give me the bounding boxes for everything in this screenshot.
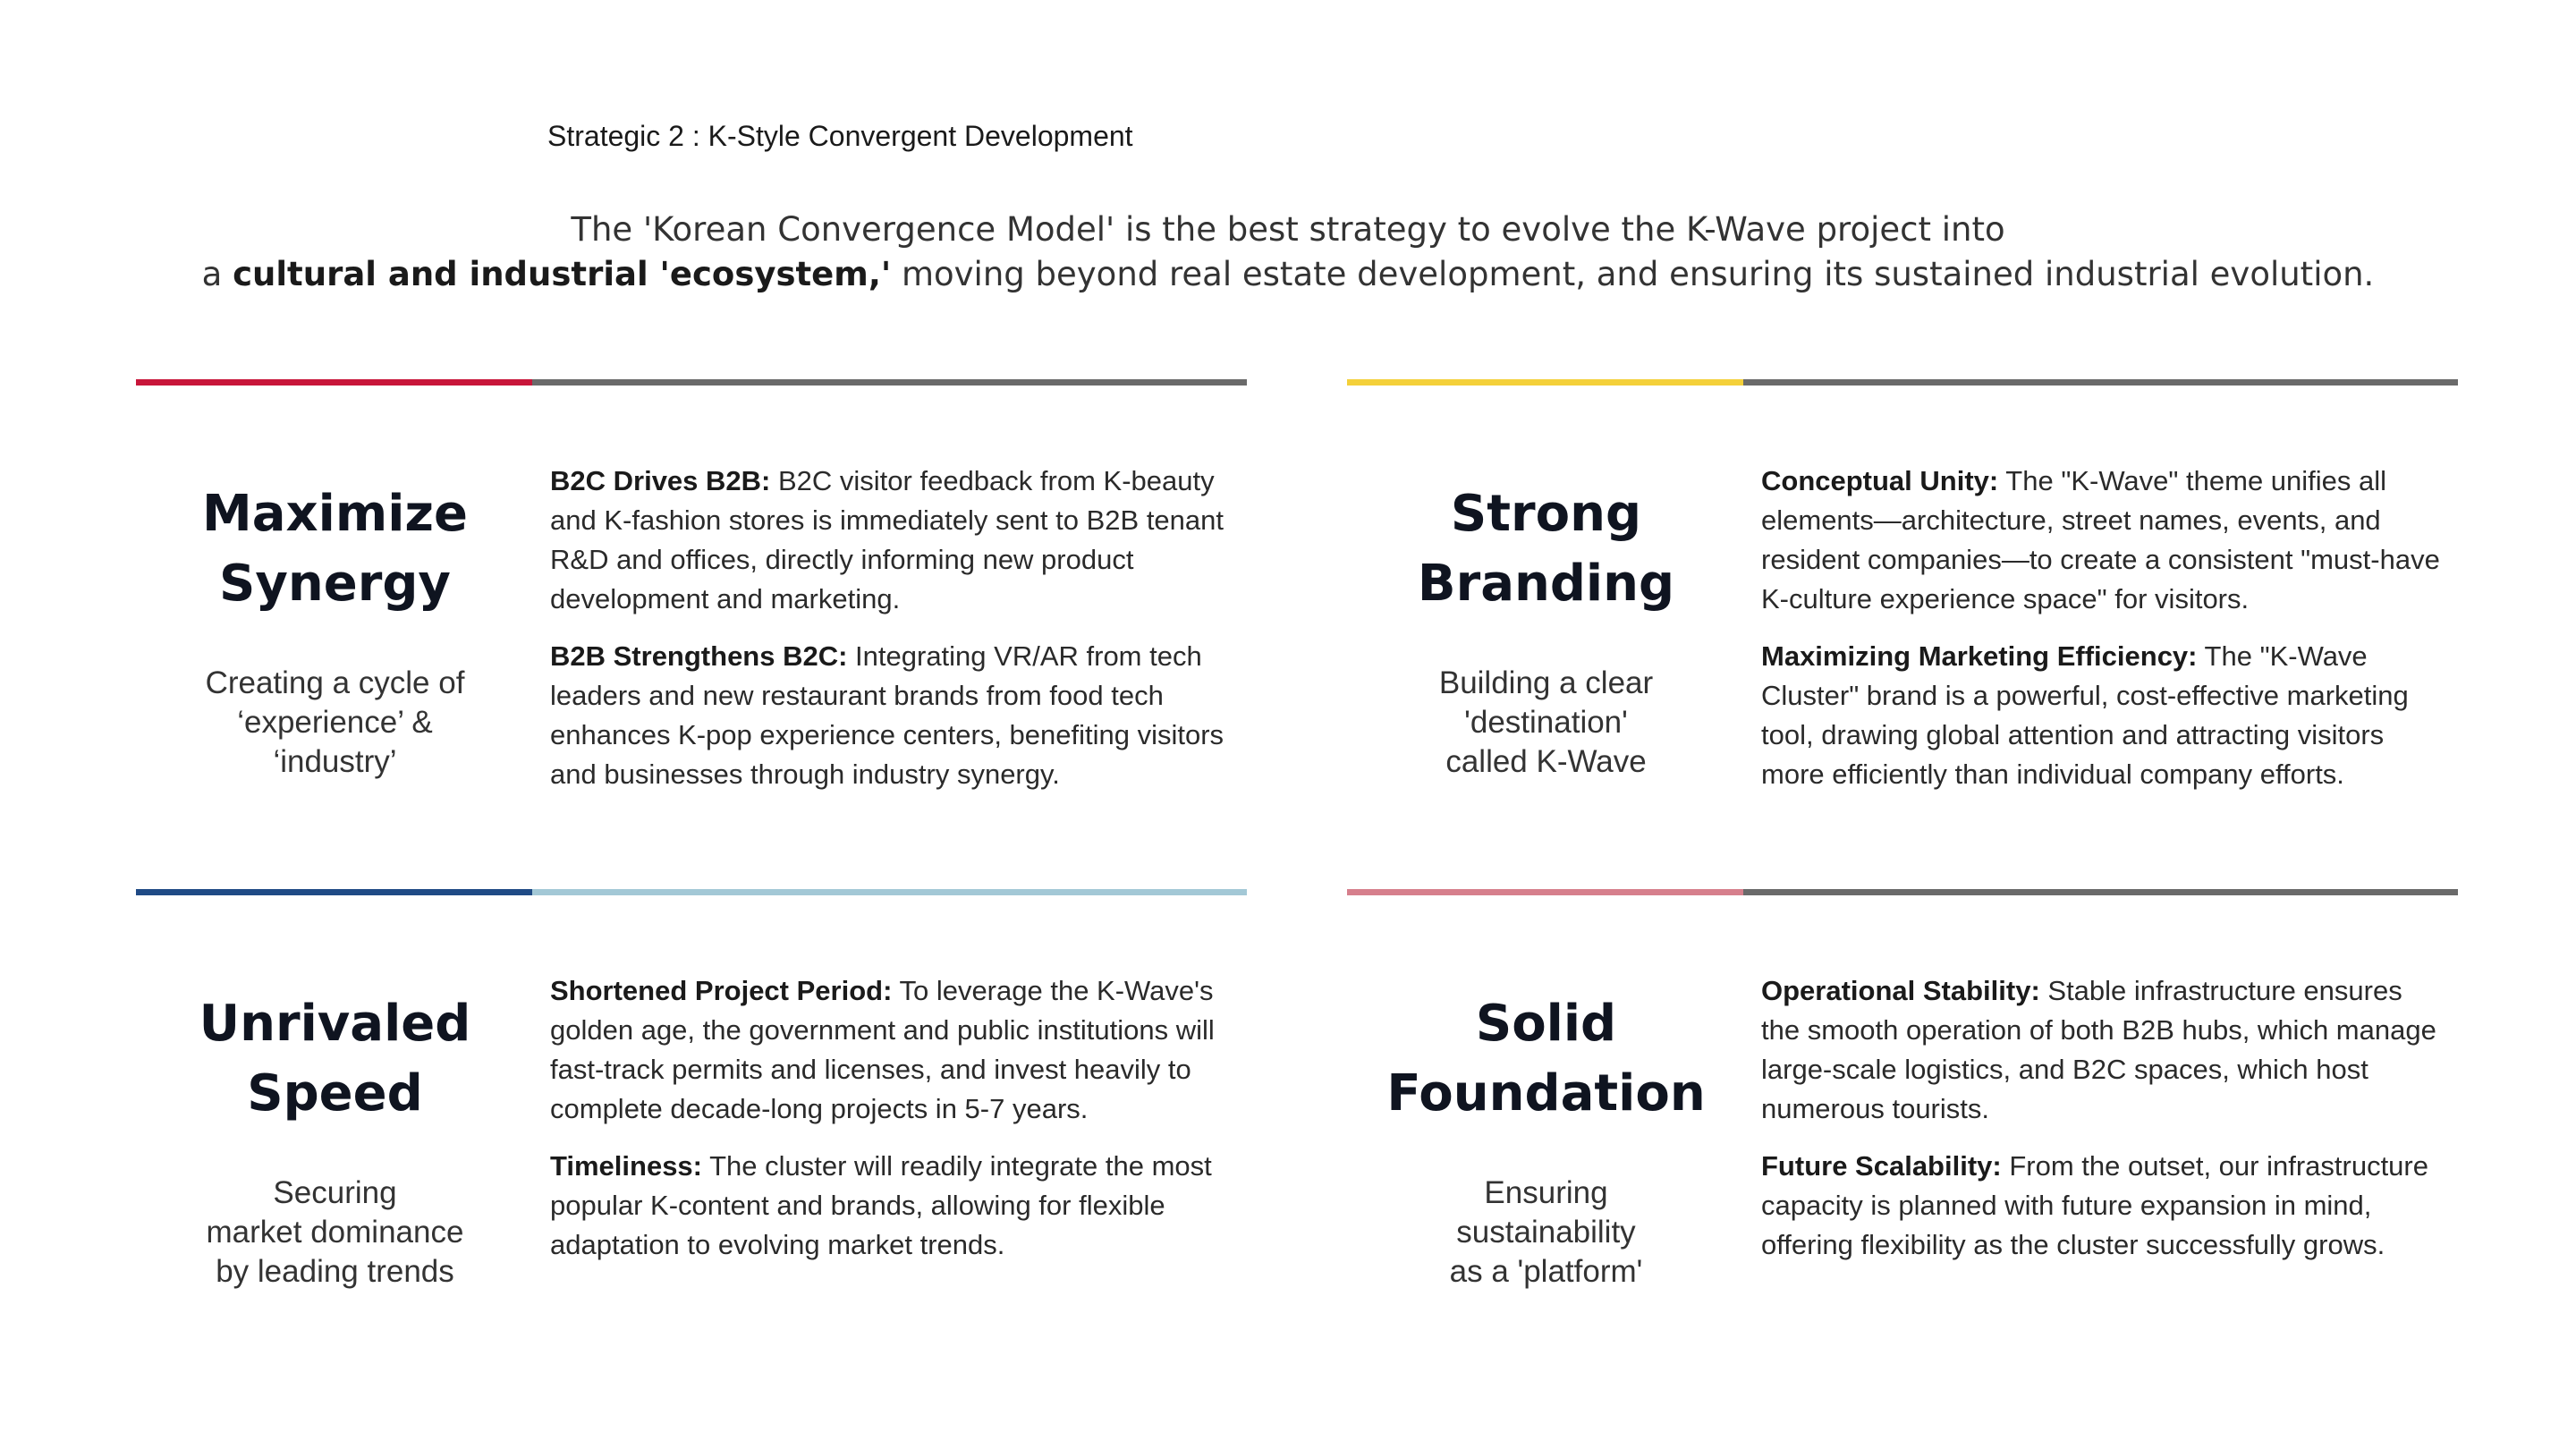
card-heading: Solid Foundation [1386, 995, 1706, 1123]
card-unrivaled-speed [136, 889, 1247, 1354]
accent-segment-pink [1347, 889, 1743, 895]
card-strong-branding [1347, 379, 2458, 844]
card-points [550, 462, 1230, 812]
card-title-block [136, 989, 534, 1292]
accent-segment-gray [1743, 379, 2458, 386]
lead-statement [0, 208, 2576, 297]
lead-line-2-suffix: moving beyond real estate development, and ensuring its sustained industrial evolution. [891, 255, 2375, 293]
point-text: The "K-Wave Cluster" brand is a powerful, cost-effective marketing tool, drawing global attention and attracting visitors more efficiently than individual company efforts. [1761, 640, 2409, 790]
card-points [550, 971, 1230, 1283]
card-accent-bar [136, 889, 1247, 895]
card-heading: Unrivaled Speed [199, 995, 471, 1123]
card-point [550, 462, 1230, 619]
card-heading: Maximize Synergy [202, 485, 468, 613]
point-term: B2B Strengthens B2C: [550, 640, 848, 672]
card-maximize-synergy [136, 379, 1247, 844]
card-point [550, 637, 1230, 794]
card-title-block [1347, 479, 1745, 782]
accent-segment-navy [136, 889, 532, 895]
card-solid-foundation [1347, 889, 2458, 1354]
point-term: B2C Drives B2B: [550, 465, 771, 496]
card-tagline: Creating a cycle of ‘experience’ & ‘industry’ [205, 665, 465, 779]
point-text: The "K-Wave" theme unifies all elements—architecture, street names, events, and resident companies—to create a consistent "must-have K-culture experience space" for visitors. [1761, 465, 2440, 614]
accent-segment-gray [532, 379, 1247, 386]
point-text: From the outset, our infrastructure capacity is planned with future expansion in mind, offering flexibility as the cluster successfully grows. [1761, 1150, 2428, 1260]
slide-subtitle: Strategic 2 : K-Style Convergent Development [547, 120, 1133, 152]
card-accent-bar [136, 379, 1247, 386]
accent-segment-light-blue [532, 889, 1247, 895]
card-title-block [1347, 989, 1745, 1292]
point-term: Timeliness: [550, 1150, 703, 1182]
lead-line-2 [0, 252, 2576, 297]
card-accent-bar [1347, 889, 2458, 895]
card-point [550, 971, 1230, 1129]
point-term: Maximizing Marketing Efficiency: [1761, 640, 2198, 672]
accent-segment-yellow [1347, 379, 1743, 386]
point-text: Integrating VR/AR from tech leaders and new restaurant brands from food tech enhances K-pop experience centers, benefiting visitors and businesses through industry synergy. [550, 640, 1224, 790]
card-tagline: Building a clear 'destination' called K-Wave [1438, 665, 1654, 779]
point-term: Operational Stability: [1761, 975, 2040, 1006]
lead-line-2-prefix: a [201, 255, 233, 293]
lead-line-1: The 'Korean Convergence Model' is the best strategy to evolve the K-Wave project into [571, 210, 2005, 249]
card-point [1761, 1147, 2441, 1265]
card-tagline: Securing market dominance by leading trends [206, 1175, 464, 1289]
card-points [1761, 971, 2441, 1283]
card-point [1761, 462, 2441, 619]
point-text: Stable infrastructure ensures the smooth operation of both B2B hubs, which manage large-scale logistics, and B2C spaces, which host numerous tourists. [1761, 975, 2436, 1124]
accent-segment-red [136, 379, 532, 386]
card-point [550, 1147, 1230, 1265]
card-heading: Strong Branding [1417, 485, 1675, 613]
card-point [1761, 971, 2441, 1129]
point-term: Shortened Project Period: [550, 975, 893, 1006]
card-point [1761, 637, 2441, 794]
card-tagline: Ensuring sustainability as a 'platform' [1449, 1175, 1643, 1289]
accent-segment-gray [1743, 889, 2458, 895]
point-text: The cluster will readily integrate the most popular K-content and brands, allowing for flexible adaptation to evolving market trends. [550, 1150, 1212, 1260]
point-term: Future Scalability: [1761, 1150, 2002, 1182]
lead-line-2-emphasis: cultural and industrial 'ecosystem,' [233, 255, 892, 293]
card-accent-bar [1347, 379, 2458, 386]
card-title-block [136, 479, 534, 782]
point-text: B2C visitor feedback from K-beauty and K-fashion stores is immediately sent to B2B tenant R&D and offices, directly informing new product development and marketing. [550, 465, 1224, 614]
card-points [1761, 462, 2441, 812]
point-text: To leverage the K-Wave's golden age, the government and public institutions will fast-track permits and licenses, and invest heavily to complete decade-long projects in 5-7 years. [550, 975, 1215, 1124]
point-term: Conceptual Unity: [1761, 465, 1999, 496]
